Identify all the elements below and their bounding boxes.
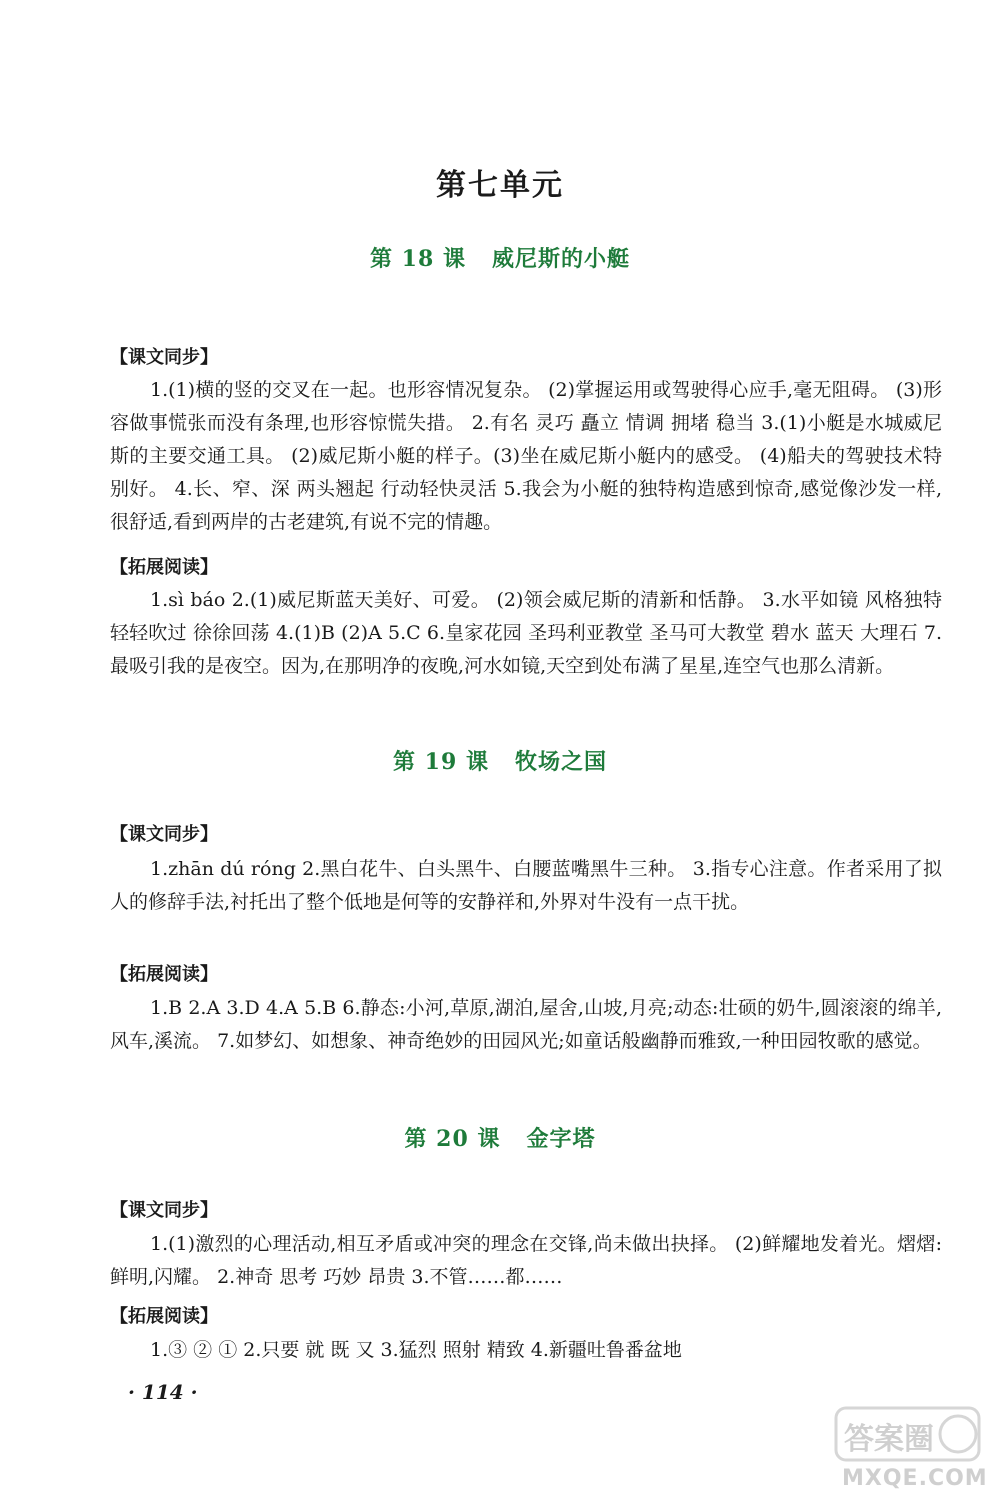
lesson-number: 第 18 课 [370, 246, 466, 272]
lesson-name: 金字塔 [526, 1126, 596, 1152]
lesson-20-sync-answers: 1.(1)激烈的心理活动,相互矛盾或冲突的理念在交锋,尚未做出抉择。 (2)鲜耀地发着光。熠熠:鲜明,闪耀。 2.神奇 思考 巧妙 昂贵 3.不管……都…… [110, 1233, 942, 1288]
section-label-sync: 【课文同步】 [110, 347, 218, 368]
lesson-20-title [0, 1122, 1000, 1153]
site-watermark-logo [830, 1402, 988, 1498]
section-label-extended: 【拓展阅读】 [110, 964, 218, 985]
lesson-20-extended-answers: 1.③ ② ① 2.只要 就 既 又 3.猛烈 照射 精致 4.新疆吐鲁番盆地 [150, 1339, 682, 1361]
page-number: · 114 · [128, 1380, 198, 1404]
lesson-18-title [0, 242, 1000, 273]
lesson-19-extended-answers: 1.B 2.A 3.D 4.A 5.B 6.静态:小河,草原,湖泊,屋舍,山坡,月亮;动态:壮硕的奶牛,圆滚滚的绵羊,风车,溪流。 7.如梦幻、如想象、神奇绝妙的田园风光;如童话般幽静而雅致,一种田园牧歌的感觉。 [110, 997, 942, 1052]
section-label-sync: 【课文同步】 [110, 824, 218, 845]
lesson-18-extended-answers: 1.sì báo 2.(1)威尼斯蓝天美好、可爱。 (2)领会威尼斯的清新和恬静。 3.水平如镜 风格独特 轻轻吹过 徐徐回荡 4.(1)B (2)A 5.C 6.皇家花园 圣玛利亚教堂 圣马可大教堂 碧水 蓝天 大理石 7.最吸引我的是夜空。因为,在那明净的夜晚,河水如镜,天空到处布满了星星,连空气也那么清新。 [110, 589, 942, 677]
lesson-19-sync-answers: 1.zhān dú róng 2.黑白花牛、白头黑牛、白腰蓝嘴黑牛三种。 3.指专心注意。作者采用了拟人的修辞手法,衬托出了整个低地是何等的安静祥和,外界对牛没有一点干扰。 [110, 858, 942, 913]
watermark-domain: MXQE.COM [842, 1466, 988, 1491]
watermark-text: 答案圈 [844, 1422, 934, 1457]
lesson-name: 威尼斯的小艇 [491, 246, 630, 272]
lesson-name: 牧场之国 [514, 749, 607, 775]
lesson-number: 第 20 课 [404, 1126, 501, 1152]
lesson-19-title [0, 745, 1000, 776]
section-label-extended: 【拓展阅读】 [110, 557, 218, 578]
section-label-extended: 【拓展阅读】 [110, 1306, 218, 1327]
lesson-number: 第 19 课 [393, 749, 489, 775]
unit-title: 第七单元 [436, 168, 564, 203]
lesson-18-sync-answers: 1.(1)横的竖的交叉在一起。也形容情况复杂。 (2)掌握运用或驾驶得心应手,毫无阻碍。 (3)形容做事慌张而没有条理,也形容惊慌失措。 2.有名 灵巧 矗立 情调 拥堵 稳当 3.(1)小艇是水城威尼斯的主要交通工具。 (2)威尼斯小艇的样子。(3)坐在威尼斯小艇内的感受。 (4)船夫的驾驶技术特别好。 4.长、窄、深 两头翘起 行动轻快灵活 5.我会为小艇的独特构造感到惊奇,感觉像沙发一样,很舒适,看到两岸的古老建筑,有说不完的情趣。 [110, 379, 942, 533]
section-label-sync: 【课文同步】 [110, 1200, 218, 1221]
